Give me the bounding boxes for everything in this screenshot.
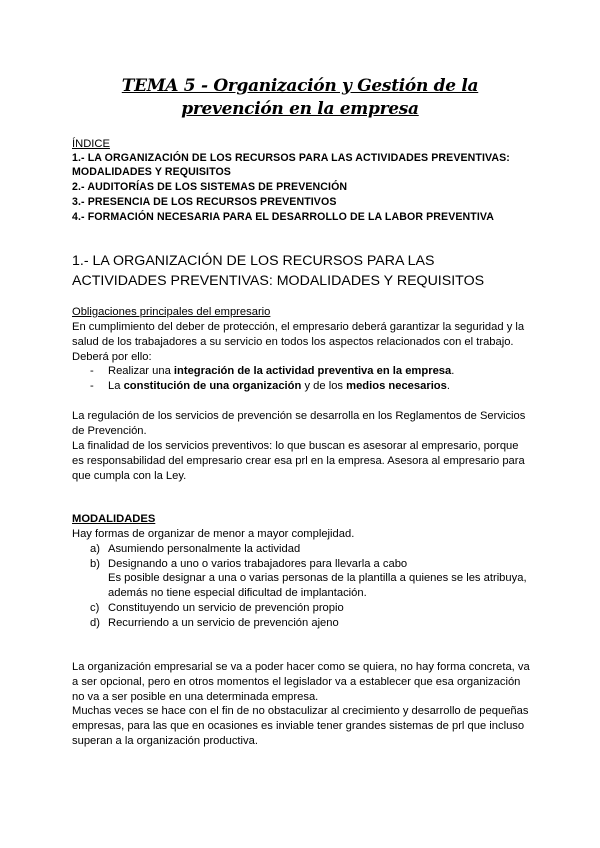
paragraph-line: superan a la organización productiva.	[72, 735, 258, 747]
list-item-continuation: Es posible designar a una o varias personas de la plantilla a quienes se les atribuya,	[108, 572, 527, 584]
paragraph-line: es responsabilidad del empresario crear esa prl en la empresa. Asesora al empresario para	[72, 455, 525, 467]
section-heading-line-1: 1.- LA ORGANIZACIÓN DE LOS RECURSOS PARA LAS	[72, 253, 435, 269]
paragraph-line: Muchas veces se hace con el fin de no obstaculizar al crecimiento y desarrollo de pequeñas	[72, 705, 529, 717]
index-item: 3.- PRESENCIA DE LOS RECURSOS PREVENTIVOS	[72, 196, 337, 208]
index-item: 2.- AUDITORÍAS DE LOS SISTEMAS DE PREVENCIÓN	[72, 181, 348, 193]
index-item: 4.- FORMACIÓN NECESARIA PARA EL DESARROLLO DE LA LABOR PREVENTIVA	[72, 211, 495, 223]
index-item: MODALIDADES Y REQUISITOS	[72, 166, 231, 178]
paragraph-line: En cumplimiento del deber de protección, el empresario deberá garantizar la seguridad y la	[72, 321, 525, 333]
paragraph-line: La regulación de los servicios de prevención se desarrolla en los Reglamentos de Servicios	[72, 410, 526, 422]
paragraph-line: salud de los trabajadores a su servicio en todos los aspectos relacionados con el trabajo.	[72, 336, 514, 348]
paragraph-line: Deberá por ello:	[72, 351, 152, 363]
section-heading-line-2: ACTIVIDADES PREVENTIVAS: MODALIDADES Y REQUISITOS	[72, 273, 485, 289]
list-item: Asumiendo personalmente la actividad	[108, 543, 301, 555]
list-marker: c)	[90, 602, 100, 614]
paragraph-line: La organización empresarial se va a poder hacer como se quiera, no hay forma concreta, va	[72, 661, 530, 673]
paragraph-line: de Prevención.	[72, 425, 147, 437]
list-item: Recurriendo a un servicio de prevención ajeno	[108, 617, 339, 629]
list-marker: d)	[90, 617, 100, 629]
index-item: 1.- LA ORGANIZACIÓN DE LOS RECURSOS PARA LAS ACTIVIDADES PREVENTIVAS:	[72, 152, 510, 164]
list-marker: b)	[90, 558, 100, 570]
bullet-item: La constitución de una organización y de los medios necesarios.	[108, 380, 450, 392]
document-title-line-1: TEMA 5 - Organización y Gestión de la	[121, 76, 479, 96]
paragraph-line: a ser opcional, pero en otros momentos el legislador va a establecer que esa organización	[72, 676, 521, 688]
list-item-continuation: además no tiene especial dificultad de implantación.	[108, 587, 367, 599]
list-item: Designando a uno o varios trabajadores para llevarla a cabo	[108, 558, 408, 570]
index-heading: ÍNDICE	[72, 138, 110, 150]
paragraph-line: La finalidad de los servicios preventivos: lo que buscan es asesorar al empresario, porque	[72, 440, 519, 452]
document-title-line-2: prevención en la empresa	[181, 99, 419, 119]
bullet-item: Realizar una integración de la actividad preventiva en la empresa.	[108, 365, 455, 377]
paragraph-line: que cumpla con la Ley.	[72, 470, 187, 482]
bullet-dash: -	[90, 380, 94, 392]
paragraph-line: no va a ser posible en una determinada empresa.	[72, 691, 319, 703]
modalidades-heading: MODALIDADES	[72, 513, 156, 525]
bullet-dash: -	[90, 365, 94, 377]
list-marker: a)	[90, 543, 100, 555]
paragraph-line: empresas, para las que en ocasiones es inviable tener grandes sistemas de prl que incluso	[72, 720, 525, 732]
modalidades-intro: Hay formas de organizar de menor a mayor complejidad.	[72, 528, 355, 540]
list-item: Constituyendo un servicio de prevención propio	[108, 602, 344, 614]
obligations-heading: Obligaciones principales del empresario	[72, 306, 271, 318]
